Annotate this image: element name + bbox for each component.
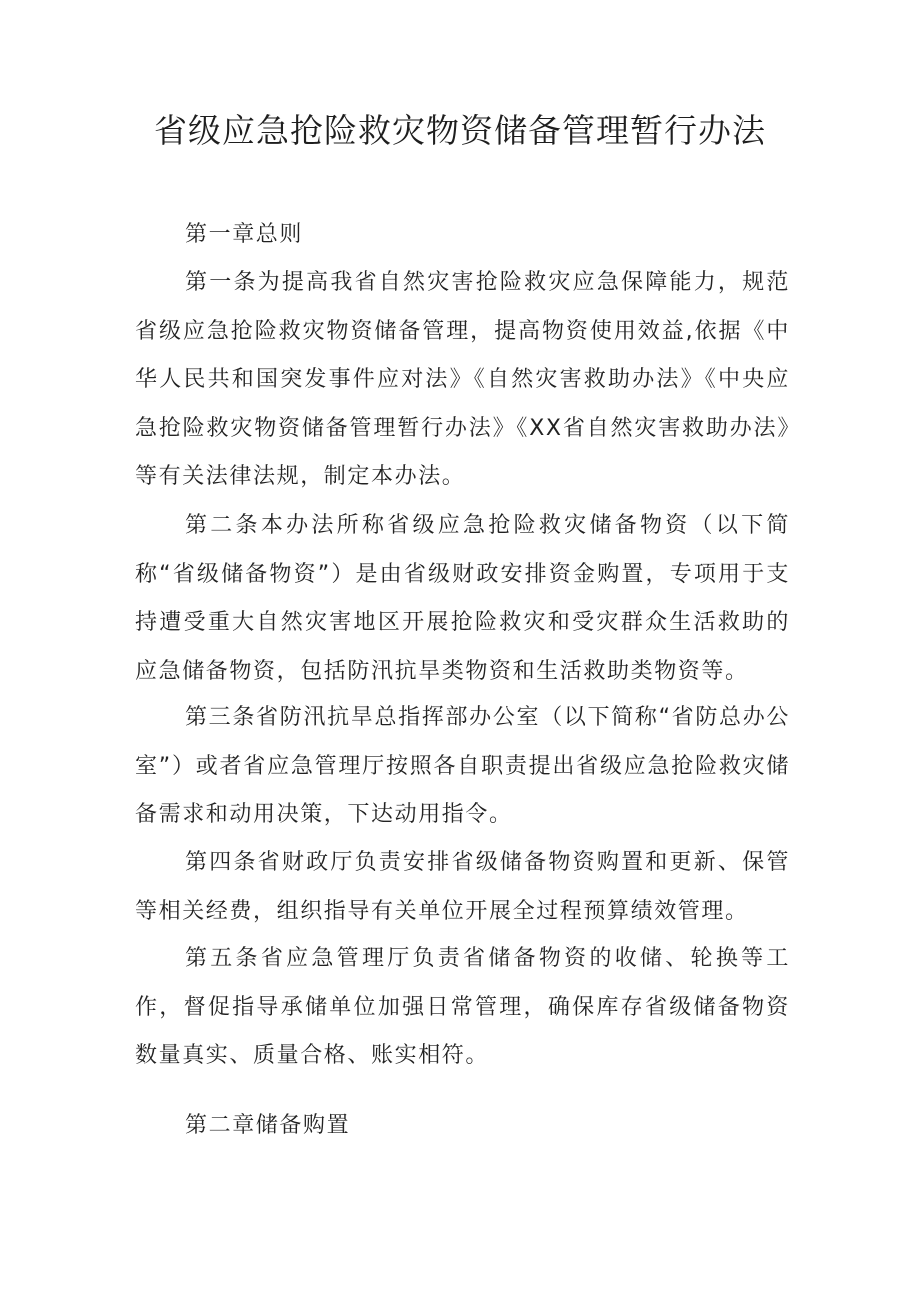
article-2: 第二条本办法所称省级应急抢险救灾储备物资（以下简称“省级储备物资”）是由省级财政安排资金购置，专项用于支持遭受重大自然灾害地区开展抢险救灾和受灾群众生活救助的应急储备物资，包括防汛抗旱类物资和生活救助类物资等。 bbox=[135, 513, 790, 684]
article-4: 第四条省财政厅负责安排省级储备物资购置和更新、保管等相关经费，组织指导有关单位开展全过程预算绩效管理。 bbox=[135, 850, 790, 924]
article-3: 第三条省防汛抗旱总指挥部办公室（以下简称“省防总办公室”）或者省应急管理厅按照各自职责提出省级应急抢险救灾储备需求和动用决策，下达动用指令。 bbox=[135, 705, 790, 827]
chapter-heading-2: 第二章储备购置 bbox=[185, 1113, 351, 1138]
document-title: 省级应急抢险救灾物资储备管理暂行办法 bbox=[154, 111, 766, 150]
article-1: 第一条为提高我省自然灾害抢险救灾应急保障能力，规范省级应急抢险救灾物资储备管理，提高物资使用效益,依据《中华人民共和国突发事件应对法》《自然灾害救助办法》《中央应急抢险救灾物资储备管理暂行办法》《XX省自然灾害救助办法》等有关法律法规，制定本办法。 bbox=[135, 270, 790, 489]
article-5: 第五条省应急管理厅负责省储备物资的收储、轮换等工作，督促指导承储单位加强日常管理，确保库存省级储备物资数量真实、质量合格、账实相符。 bbox=[135, 946, 790, 1068]
chapter-heading-1: 第一章总则 bbox=[185, 222, 304, 247]
